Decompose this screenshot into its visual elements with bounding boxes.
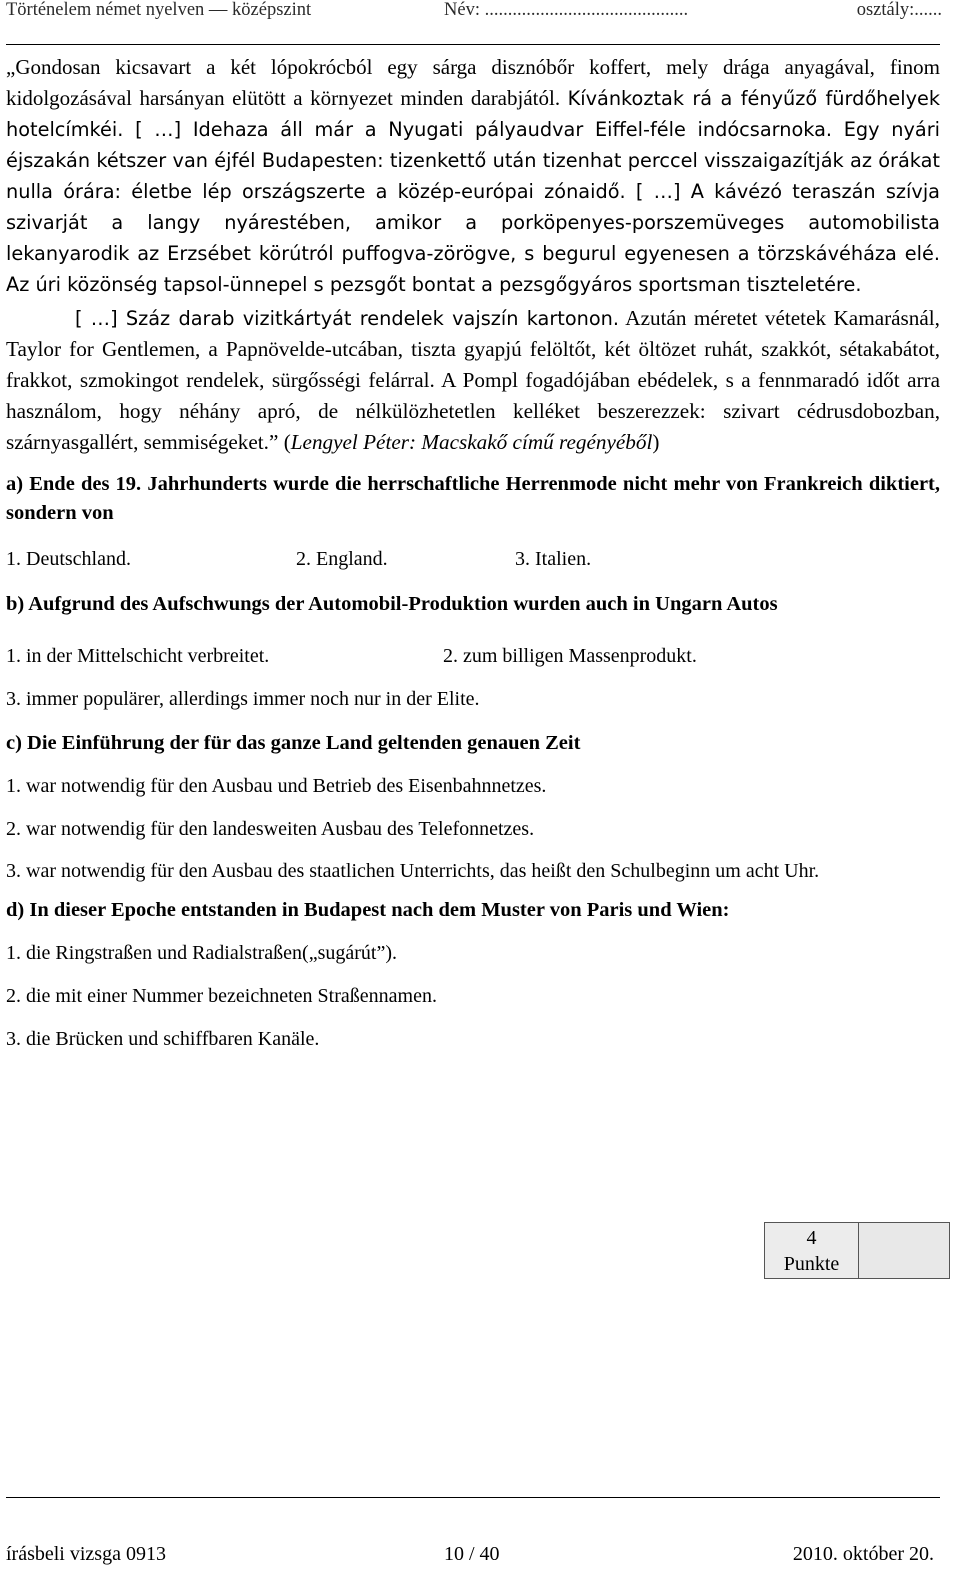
- score-label: [765, 1223, 859, 1278]
- passage-text-serif: „Gondosan kicsavart a két lópokrócból egy sárga disznóbőr koffert, mely drága anyagával, finom kidolgozásával harsányan elütött a környezet minden darabjától.: [6, 55, 940, 110]
- question-c: c) Die Einführung der für das ganze Land geltenden genauen Zeit: [6, 732, 581, 754]
- option-c-2: 2. war notwendig für den landesweiten Ausbau des Telefonnetzes.: [6, 818, 535, 840]
- option-c-3: 3. war notwendig für den Ausbau des staatlichen Unterrichts, das heißt den Schulbeginn um acht Uhr.: [6, 860, 820, 882]
- option-d-2-row: [6, 983, 940, 1009]
- option-a-3: 3. Italien.: [515, 548, 592, 570]
- option-b-1: 1. in der Mittelschicht verbreitet.: [6, 645, 270, 667]
- score-input-cell[interactable]: [859, 1223, 949, 1278]
- question-d: d) In dieser Epoche entstanden in Budapest nach dem Muster von Paris und Wien:: [6, 899, 730, 921]
- question-b-options-row2: [6, 686, 940, 712]
- source-open: (: [278, 430, 291, 454]
- option-c-2-row: [6, 816, 940, 842]
- passage-source: Lengyel Péter: Macskakő című regényéből: [290, 430, 653, 454]
- score-number: 4: [806, 1227, 817, 1249]
- option-a-1: 1. Deutschland.: [6, 548, 131, 570]
- footer-date: 2010. október 20.: [792, 1543, 934, 1565]
- option-a-2: 2. England.: [296, 548, 388, 570]
- passage-paragraph-1: [6, 52, 940, 300]
- question-b: b) Aufgrund des Aufschwungs der Automobil-Produktion wurden auch in Ungarn Autos: [6, 593, 778, 615]
- score-unit: Punkte: [783, 1253, 840, 1275]
- passage-text-sans-2: [ …] Száz darab vizitkártyát rendelek vajszín kartonon.: [75, 307, 620, 330]
- option-d-3: 3. die Brücken und schiffbaren Kanäle.: [6, 1028, 320, 1050]
- passage-text-sans: Kívánkoztak rá a fényűző fürdőhelyek hotelcímkéi. [ …] Idehaza áll már a Nyugati pályaudvar Eiffel-féle indócsarnoka. Egy nyári éjszakán kétszer van éjfél Budapesten: tizenkettő után tizenhat perccel visszaigazítják az órákat nulla órára: életbe lép országszerte a közép-európai zónaidő. [ …] A kávézó teraszán szívja szivarját a langy nyárestében, amikor a porköpenyes-porszemüveges automobilista lekanyarodik az Erzsébet körútról puffogva-zörögve, s begurul egyenesen a törzskávéháza elé. Az úri közönség tapsol-ünnepel s pezsgőt bontat a pezsgőgyáros sportsman tiszteletére.: [6, 87, 941, 296]
- option-c-1: 1. war notwendig für den Ausbau und Betrieb des Eisenbahnnetzes.: [6, 775, 547, 797]
- question-b-options-row1: [6, 643, 940, 669]
- header-divider: [6, 44, 940, 45]
- option-d-3-row: [6, 1026, 940, 1052]
- header-name-field: Név: ............................................: [444, 0, 689, 20]
- option-d-1: 1. die Ringstraßen und Radialstraßen(„sugárút”).: [6, 942, 397, 964]
- page-content: [6, 52, 940, 1052]
- score-box: [764, 1222, 950, 1279]
- page-header: [6, 0, 942, 26]
- header-class-field: osztály:......: [856, 0, 942, 20]
- footer-divider: [6, 1497, 940, 1498]
- footer-exam: írásbeli vizsga 0913: [6, 1543, 166, 1565]
- page-footer: [6, 1543, 934, 1571]
- footer-page-number: 10 / 40: [444, 1543, 500, 1565]
- option-b-3: 3. immer populärer, allerdings immer noch nur in der Elite.: [6, 688, 480, 710]
- source-close: ): [652, 430, 660, 454]
- passage-paragraph-2: [6, 303, 940, 458]
- header-title: Történelem német nyelven — középszint: [6, 0, 312, 20]
- option-c-1-row: [6, 773, 940, 799]
- question-a: a) Ende des 19. Jahrhunderts wurde die herrschaftliche Herrenmode nicht mehr von Frankreich diktiert, sondern von: [6, 473, 940, 524]
- option-b-2: 2. zum billigen Massenprodukt.: [443, 645, 697, 667]
- passage-text-serif-2: Azután méretet vétetek Kamarásnál, Taylor for Gentlemen, a Papnövelde-utcában, tiszta gyapjú felöltőt, két öltözet ruhát, szakkót, sétakabátot, frakkot, szmokingot rendelek, sürgősségi felárral. A Pompl fogadójában ebédelek, s a fennmaradó időt arra használom, hogy néhány apró, de nélkülözhetetlen kelléket beszerezzek: szivart cédrusdobozban, szárnyasgallért, semmiségeket.”: [6, 306, 940, 454]
- option-d-1-row: [6, 940, 940, 966]
- question-a-options: [6, 546, 940, 572]
- option-d-2: 2. die mit einer Nummer bezeichneten Straßennamen.: [6, 985, 437, 1007]
